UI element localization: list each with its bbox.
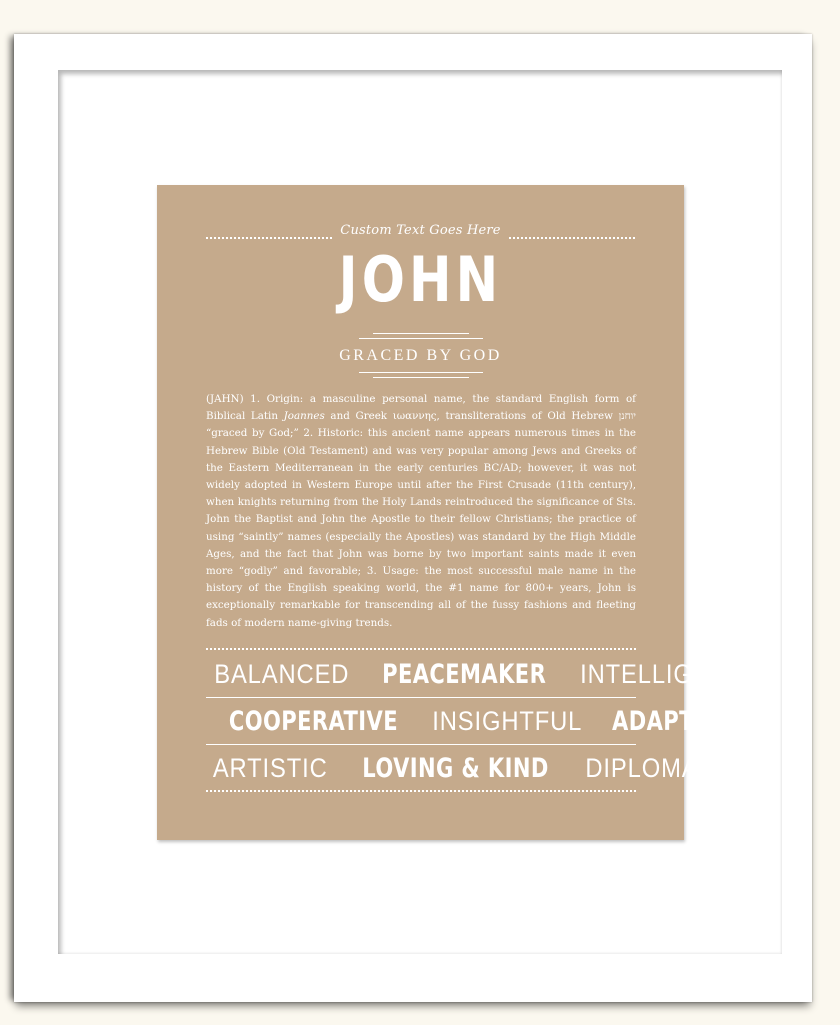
name-title: JOHN [338,243,503,316]
rule-below-meaning [373,377,469,378]
trait-word: PEACEMAKER [381,659,546,690]
trait-row-2 [205,706,755,737]
trait-row-3 [205,753,738,784]
rule-above-meaning [373,333,469,334]
definition-latin-name: Joannes [283,410,325,423]
name-meaning-print [157,185,755,840]
name-definition [206,391,636,632]
trait-word: COOPERATIVE [228,706,399,737]
trait-word: INSIGHTFUL [432,706,583,736]
rule-below-meaning-long [359,372,483,373]
trait-word: DIPLOMATIC [584,753,738,783]
trait-word: LOVING & KIND [361,753,549,784]
trait-word: ARTISTIC [212,753,328,783]
custom-text: Custom Text Goes Here [340,223,501,238]
definition-part-2: and Greek ιωαννης, transliterations of Old Hebrew יוחנן “graced by God;” 2. Historic: this ancient name appears numerous times in the Hebrew Bible (Old Testament) and was very popular among Jews and Greeks of the Eastern Mediterranean in the early centuries BC/AD; however, it was not widely adopted in Western Europe until after the First Crusade (11th century), when knights returning from the Holy Lands reintroduced the significance of Sts. John the Baptist and John the Apostle to their fellow Christians; the practice of using “saintly” names (especially the Apostles) was standard by the High Middle Ages, and the fact that John was borne by two important saints made it even more “godly” and favorable; 3. Usage: the most successful male name in the history of the English speaking world, the #1 name for 800+ years, John is exceptionally remarkable for transcending all of the fussy fashions and fleeting fads of modern name-giving trends. [206,410,637,629]
trait-word: BALANCED [214,659,350,689]
trait-divider-2 [206,744,636,745]
trait-row-1 [205,659,743,690]
dotted-divider-traits-bottom [206,790,636,792]
definition-part-1: (JAHN) 1. Origin: a masculine personal name, the standard English form of Biblical Latin [206,393,636,423]
rule-above-meaning-long [359,338,483,339]
name-meaning: GRACED BY GOD [339,347,502,364]
dotted-divider-traits-top [206,648,636,650]
trait-divider-1 [206,697,636,698]
trait-word: ADAPTABLE [612,706,755,737]
trait-word: INTELLIGENT [579,659,743,689]
